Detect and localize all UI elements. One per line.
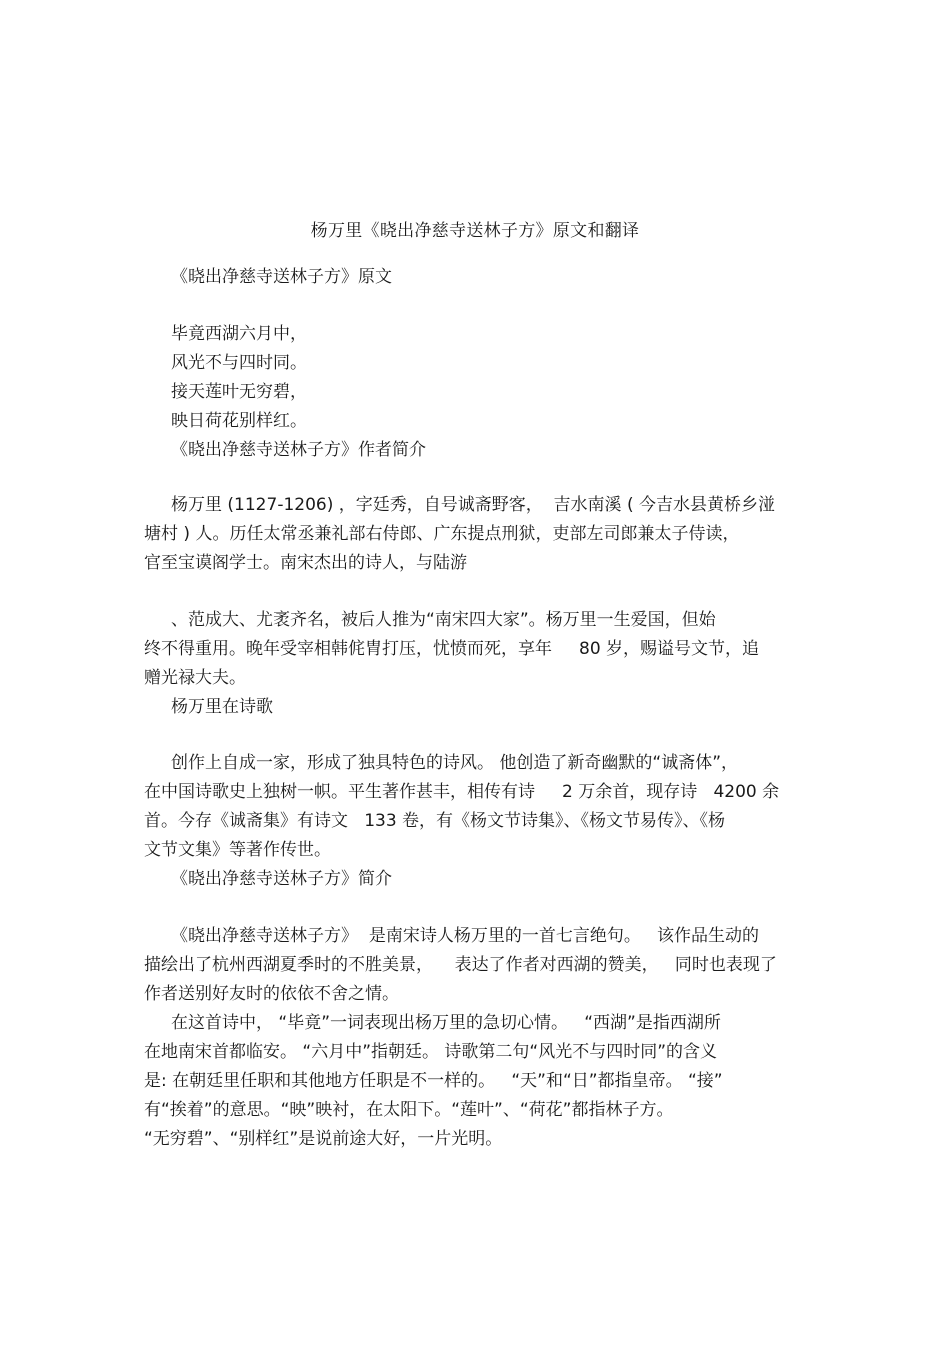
text-line: 映日荷花别样红。 [144, 411, 308, 431]
text-line: 创作上自成一家，形成了独具特色的诗风。 他创造了新奇幽默的“诚斋体”， [144, 753, 739, 773]
text-line: 《晓出净慈寺送林子方》简介 [144, 869, 393, 889]
text-line: “无穷碧”、“别样红”是说前途大好，一片光明。 [144, 1129, 503, 1149]
text-line: 有“挨着”的意思。“映”映衬，在太阳下。“莲叶”、“荷花”都指林子方。 [144, 1100, 674, 1120]
text-line: 首。今存《诚斋集》有诗文 133 卷，有《杨文节诗集》、《杨文节易传》、《杨 [144, 811, 726, 831]
text-block-4 [144, 606, 810, 722]
text-line: 描绘出了杭州西湖夏季时的不胜美景， 表达了作者对西湖的赞美， 同时也表现了 [144, 955, 777, 975]
text-line: 是: 在朝廷里任职和其他地方任职是不一样的。 “天”和“日”都指皇帝。 “接” [144, 1071, 723, 1091]
text-block-5 [144, 749, 810, 894]
text-line: 官至宝谟阁学士。南宋杰出的诗人，与陆游 [144, 553, 467, 573]
text-line: 《晓出净慈寺送林子方》原文 [144, 267, 393, 287]
text-line: 作者送别好友时的依依不舍之情。 [144, 984, 399, 1004]
text-line: 风光不与四时同。 [144, 353, 308, 373]
text-line: 《晓出净慈寺送林子方》 是南宋诗人杨万里的一首七言绝句。 该作品生动的 [144, 926, 760, 946]
text-line: 在这首诗中， “毕竟”一词表现出杨万里的急切心情。 “西湖”是指西湖所 [144, 1013, 721, 1033]
text-line: 文节文集》等著作传世。 [144, 840, 331, 860]
text-line: 杨万里在诗歌 [144, 697, 274, 717]
text-line: 毕竟西湖六月中， [144, 324, 308, 344]
text-line: 接天莲叶无穷碧， [144, 382, 308, 402]
text-block-3 [144, 491, 810, 578]
text-block-1 [144, 263, 810, 292]
document-title: 杨万里《晓出净慈寺送林子方》原文和翻译 [310, 221, 640, 241]
text-line: 、范成大、尤袤齐名，被后人推为“南宋四大家”。杨万里一生爱国，但始 [144, 610, 716, 630]
text-line: 在中国诗歌史上独树一帜。平生著作甚丰，相传有诗 2 万余首，现存诗 4200 余 [144, 782, 780, 802]
text-line: 赠光禄大夫。 [144, 668, 246, 688]
text-line: 杨万里 (1127-1206) ，字廷秀，自号诚斋野客， 吉水南溪 ( 今吉水县黄桥乡湴 [144, 495, 775, 515]
text-line: 《晓出净慈寺送林子方》作者简介 [144, 440, 427, 460]
text-block-6 [144, 922, 810, 1154]
text-line: 塘村 ) 人。历任太常丞兼礼部右侍郎、广东提点刑狱，吏部左司郎兼太子侍读， [144, 524, 740, 544]
text-line: 终不得重用。晚年受宰相韩侂胄打压，忧愤而死，享年 80 岁，赐谥号文节，追 [144, 639, 760, 659]
text-line: 在地南宋首都临安。 “六月中”指朝廷。 诗歌第二句“风光不与四时同”的含义 [144, 1042, 718, 1062]
text-block-2 [144, 320, 810, 465]
